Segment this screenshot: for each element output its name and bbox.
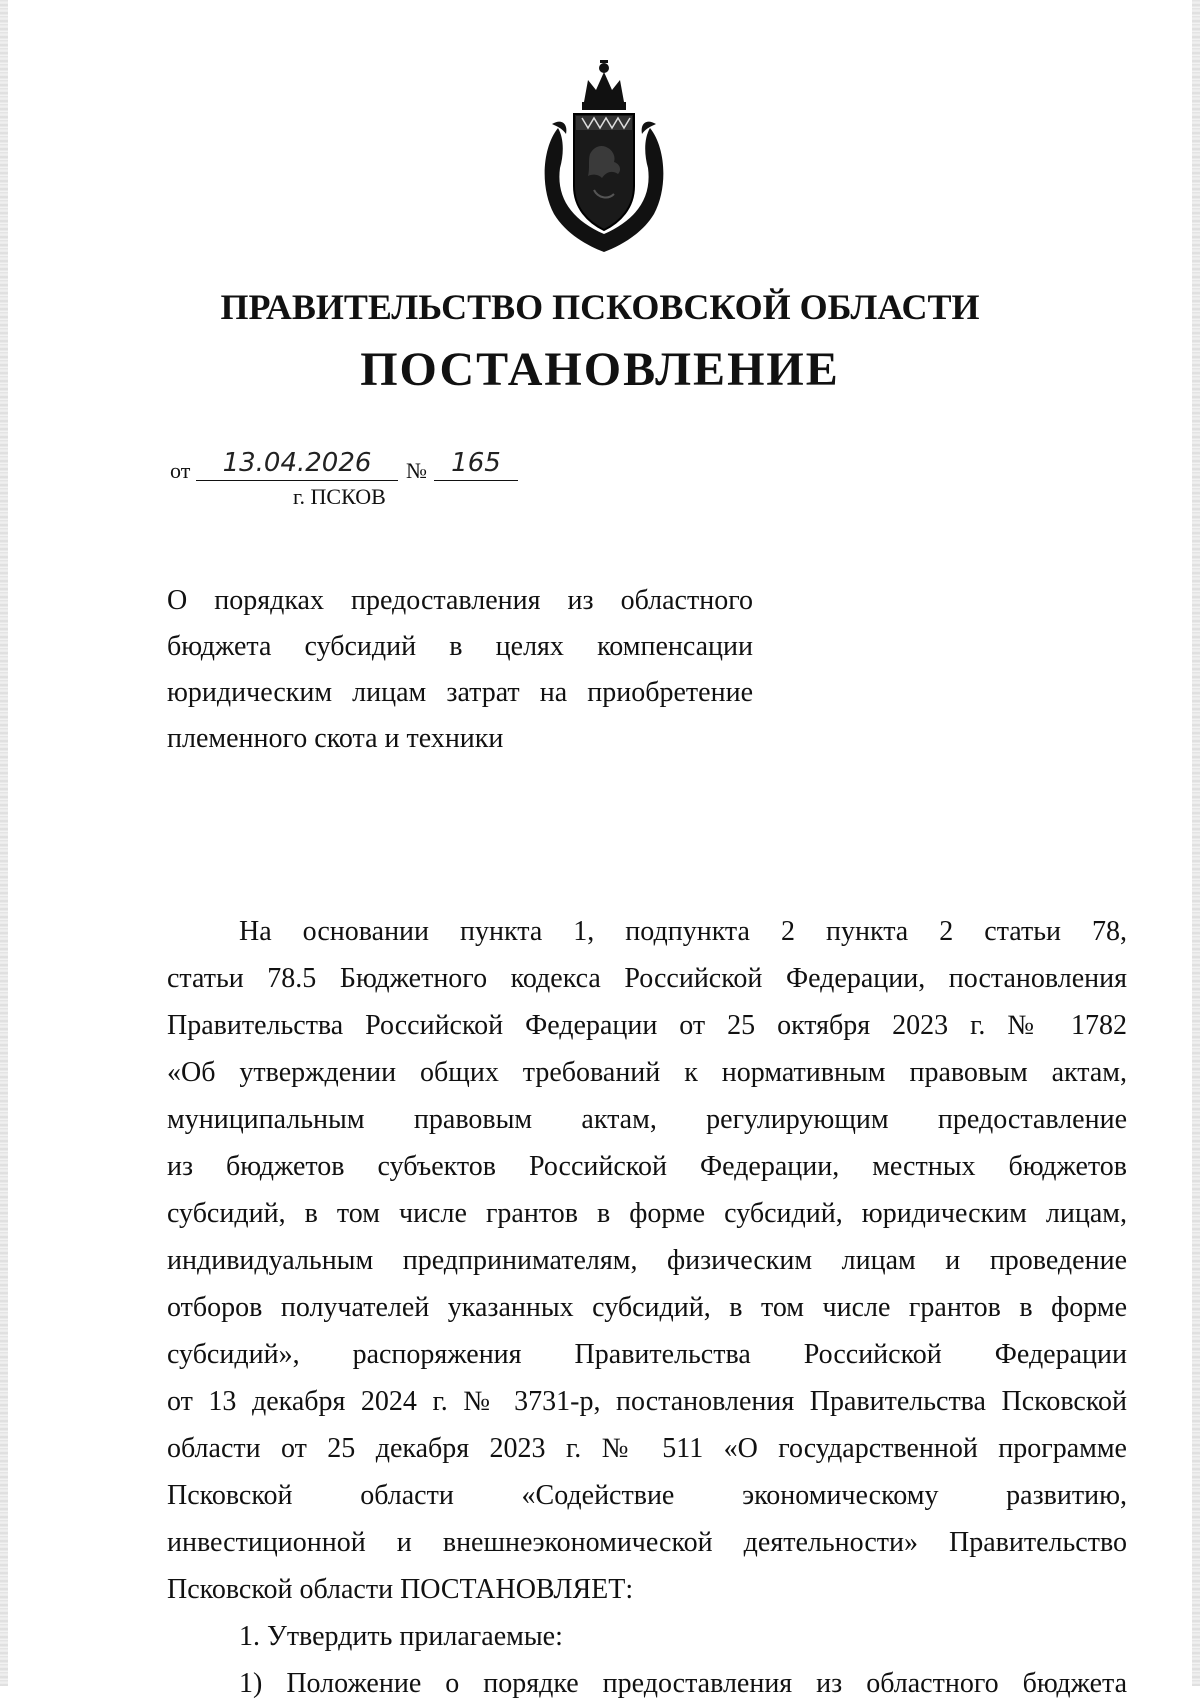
body-line: отборов получателей указанных субсидий, в том числе грантов в форме bbox=[167, 1292, 1127, 1323]
organization-title: ПРАВИТЕЛЬСТВО ПСКОВСКОЙ ОБЛАСТИ bbox=[220, 287, 980, 327]
body-line: муниципальным правовым актам, регулирующим предоставление bbox=[167, 1104, 1127, 1135]
document-subject bbox=[167, 578, 753, 762]
document-body bbox=[167, 908, 1127, 1707]
subject-line: бюджета субсидий в целях компенсации bbox=[167, 631, 753, 662]
body-line: инвестиционной и внешнеэкономической деятельности» Правительство bbox=[167, 1527, 1127, 1558]
number-prefix: № bbox=[406, 458, 427, 483]
body-line: 1. Утвердить прилагаемые: bbox=[239, 1621, 563, 1652]
number-value: 165 bbox=[434, 446, 518, 481]
body-line: субсидий, в том числе грантов в форме субсидий, юридическим лицам, bbox=[167, 1198, 1127, 1229]
body-line: индивидуальным предпринимателям, физическим лицам и проведение bbox=[167, 1245, 1127, 1276]
body-line: от 13 декабря 2024 г. № 3731-р, постановления Правительства Псковской bbox=[167, 1386, 1127, 1417]
scan-edge-right bbox=[1192, 0, 1200, 1686]
body-line: области от 25 декабря 2023 г. № 511 «О государственной программе bbox=[167, 1433, 1127, 1464]
subject-line: О порядках предоставления из областного bbox=[167, 585, 753, 616]
body-line: Псковской области ПОСТАНОВЛЯЕТ: bbox=[167, 1574, 634, 1605]
date-prefix: от bbox=[170, 458, 191, 483]
scan-edge-left bbox=[0, 0, 8, 1686]
subject-line: юридическим лицам затрат на приобретение bbox=[167, 677, 753, 708]
document-type-title: ПОСТАНОВЛЕНИЕ bbox=[360, 343, 840, 396]
body-line: Правительства Российской Федерации от 25 октября 2023 г. № 1782 bbox=[167, 1010, 1127, 1041]
body-line: «Об утверждении общих требований к нормативным правовым актам, bbox=[167, 1057, 1127, 1088]
coat-of-arms-emblem bbox=[532, 58, 676, 256]
body-line: из бюджетов субъектов Российской Федерации, местных бюджетов bbox=[167, 1151, 1127, 1182]
subject-line: племенного скота и техники bbox=[167, 723, 504, 754]
city-label: г. ПСКОВ bbox=[293, 484, 386, 509]
body-line: субсидий», распоряжения Правительства Российской Федерации bbox=[167, 1339, 1127, 1370]
date-value: 13.04.2026 bbox=[196, 446, 398, 481]
body-line: На основании пункта 1, подпункта 2 пункта 2 статьи 78, bbox=[239, 916, 1127, 947]
body-line: статьи 78.5 Бюджетного кодекса Российской Федерации, постановления bbox=[167, 963, 1127, 994]
body-line: 1) Положение о порядке предоставления из областного бюджета bbox=[239, 1668, 1127, 1699]
body-line: Псковской области «Содействие экономическому развитию, bbox=[167, 1480, 1127, 1511]
